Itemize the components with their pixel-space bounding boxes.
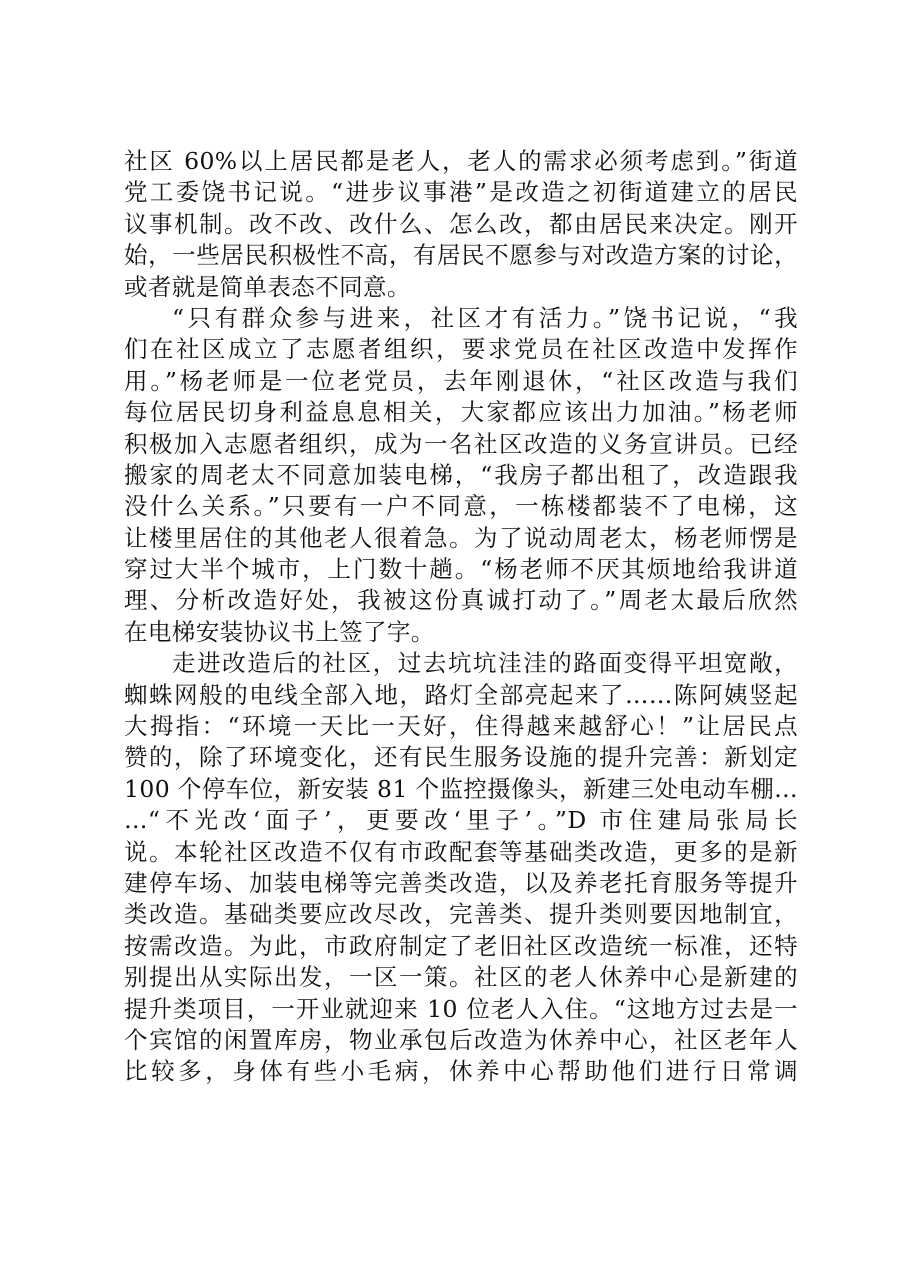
text-line: 搬家的周老太不同意加装电梯，“我房子都出租了，改造跟我 [124,460,798,489]
text-line: 始，一些居民积极性不高，有居民不愿参与对改造方案的讨论， [124,241,798,270]
text-line: 在电梯安装协议书上签了字。 [124,617,435,646]
text-line: 类改造。基础类要应改尽改，完善类、提升类则要因地制宜， [124,900,798,929]
text-line: 们在社区成立了志愿者组织，要求党员在社区改造中发挥作 [124,335,798,364]
text-line: 建停车场、加装电梯等完善类改造，以及养老托育服务等提升 [124,868,798,897]
text-line: 党工委饶书记说。“进步议事港”是改造之初街道建立的居民 [124,178,798,207]
text-line: 社区 60%以上居民都是老人，老人的需求必须考虑到。”街道 [124,147,798,175]
text-line: …“不光改‘面子’，更要改‘里子’。”D 市住建局张局长 [124,806,798,835]
text-line: 让楼里居住的其他老人很着急。为了说动周老太，杨老师愣是 [124,523,798,552]
text-line: 蜘蛛网般的电线全部入地，路灯全部亮起来了……陈阿姨竖起 [124,680,798,709]
text-line: 理、分析改造好处，我被这份真诚打动了。”周老太最后欣然 [124,586,798,615]
text-line: 穿过大半个城市，上门数十趟。“杨老师不厌其烦地给我讲道 [124,555,798,584]
text-line: 每位居民切身利益息息相关，大家都应该出力加油。”杨老师 [124,398,798,427]
text-line: “只有群众参与进来，社区才有活力。”饶书记说，“我 [172,303,798,332]
text-line: 大拇指：“环境一天比一天好，住得越来越舒心！”让居民点 [124,712,798,741]
text-line: 走进改造后的社区，过去坑坑洼洼的路面变得平坦宽敞， [172,649,798,678]
text-line: 100 个停车位，新安装 81 个监控摄像头，新建三处电动车棚… [124,774,798,803]
text-line: 比较多，身体有些小毛病，休养中心帮助他们进行日常调 [124,1057,798,1086]
text-line: 赞的，除了环境变化，还有民生服务设施的提升完善：新划定 [124,743,798,772]
text-line: 或者就是简单表态不同意。 [124,272,411,301]
text-line: 积极加入志愿者组织，成为一名社区改造的义务宣讲员。已经 [124,429,798,458]
text-line: 个宾馆的闲置库房，物业承包后改造为休养中心，社区老年人 [124,1025,798,1054]
text-line: 没什么关系。”只要有一户不同意，一栋楼都装不了电梯，这 [124,492,798,521]
text-line: 用。”杨老师是一位老党员，去年刚退休，“社区改造与我们 [124,366,798,395]
text-line: 别提出从实际出发，一区一策。社区的老人休养中心是新建的 [124,963,798,992]
text-line: 说。本轮社区改造不仅有市政配套等基础类改造，更多的是新 [124,837,798,866]
text-line: 议事机制。改不改、改什么、怎么改，都由居民来决定。刚开 [124,209,798,238]
text-line: 提升类项目，一开业就迎来 10 位老人入住。“这地方过去是一 [124,994,798,1023]
document-page [124,146,798,1088]
text-line: 按需改造。为此，市政府制定了老旧社区改造统一标准，还特 [124,931,798,960]
